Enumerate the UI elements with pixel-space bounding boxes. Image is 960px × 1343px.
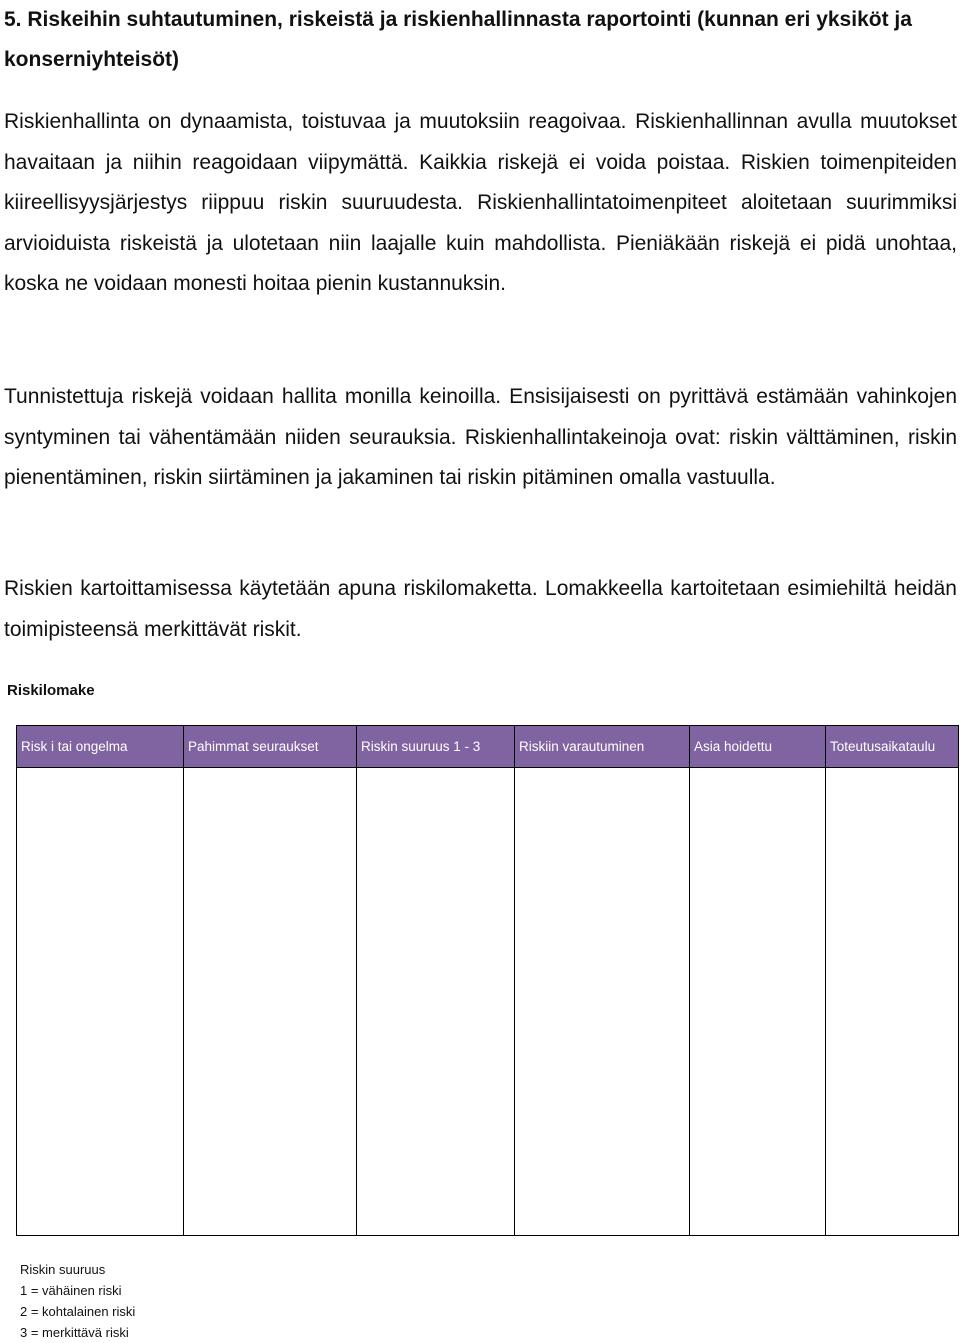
- column-header-risk: Risk i tai ongelma: [17, 726, 184, 768]
- column-header-consequences: Pahimmat seuraukset: [184, 726, 357, 768]
- paragraph-risk-form-usage: Riskien kartoittamisessa käytetään apuna riskilomaketta. Lomakkeella kartoitetaan esimiehiltä heidän toimipisteensä merkittävät riskit.: [4, 577, 957, 641]
- risk-form-title: Riskilomake: [7, 682, 95, 699]
- legend-item: 3 = merkittävä riski: [20, 1325, 129, 1340]
- cell-preparation[interactable]: [515, 768, 690, 1236]
- cell-handled[interactable]: [690, 768, 826, 1236]
- risk-size-legend: [20, 1259, 135, 1343]
- cell-consequences[interactable]: [184, 768, 357, 1236]
- cell-risk-size[interactable]: [357, 768, 515, 1236]
- cell-risk[interactable]: [17, 768, 184, 1236]
- cell-schedule[interactable]: [826, 768, 959, 1236]
- column-header-risk-size: Riskin suuruus 1 - 3: [357, 726, 515, 768]
- paragraph-risk-management: Riskienhallinta on dynaamista, toistuvaa ja muutoksiin reagoivaa. Riskienhallinnan avulla muutokset havaitaan ja niihin reagoidaan viipymättä. Kaikkia riskejä ei voida poistaa. Riskien toimenpiteiden kiireellisyysjärjestys riippuu riskin suuruudesta. Riskienhallintatoimenpiteet aloitetaan suurimmiksi arvioiduista riskeistä ja ulotetaan niin laajalle kuin mahdollista. Pieniäkään riskejä ei pidä unohtaa, koska ne voidaan monesti hoitaa pienin kustannuksin.: [4, 110, 957, 296]
- column-header-schedule: Toteutusaikataulu: [826, 726, 959, 768]
- column-header-preparation: Riskiin varautuminen: [515, 726, 690, 768]
- column-header-handled: Asia hoidettu: [690, 726, 826, 768]
- section-heading: 5. Riskeihin suhtautuminen, riskeistä ja riskienhallinnasta raportointi (kunnan eri yksiköt ja konserniyhteisöt): [4, 8, 912, 71]
- legend-title: Riskin suuruus: [20, 1262, 106, 1277]
- legend-item: 1 = vähäinen riski: [20, 1283, 122, 1298]
- paragraph-risk-control-methods: Tunnistettuja riskejä voidaan hallita monilla keinoilla. Ensisijaisesti on pyrittävä estämään vahinkojen syntyminen tai vähentämään niiden seurauksia. Riskienhallintakeinoja ovat: riskin välttäminen, riskin pienentäminen, riskin siirtäminen ja jakaminen tai riskin pitäminen omalla vastuulla.: [4, 385, 957, 490]
- legend-item: 2 = kohtalainen riski: [20, 1304, 136, 1319]
- table-header-row: [17, 726, 959, 768]
- table-row: [17, 768, 959, 1236]
- risk-form-table: [16, 725, 959, 1236]
